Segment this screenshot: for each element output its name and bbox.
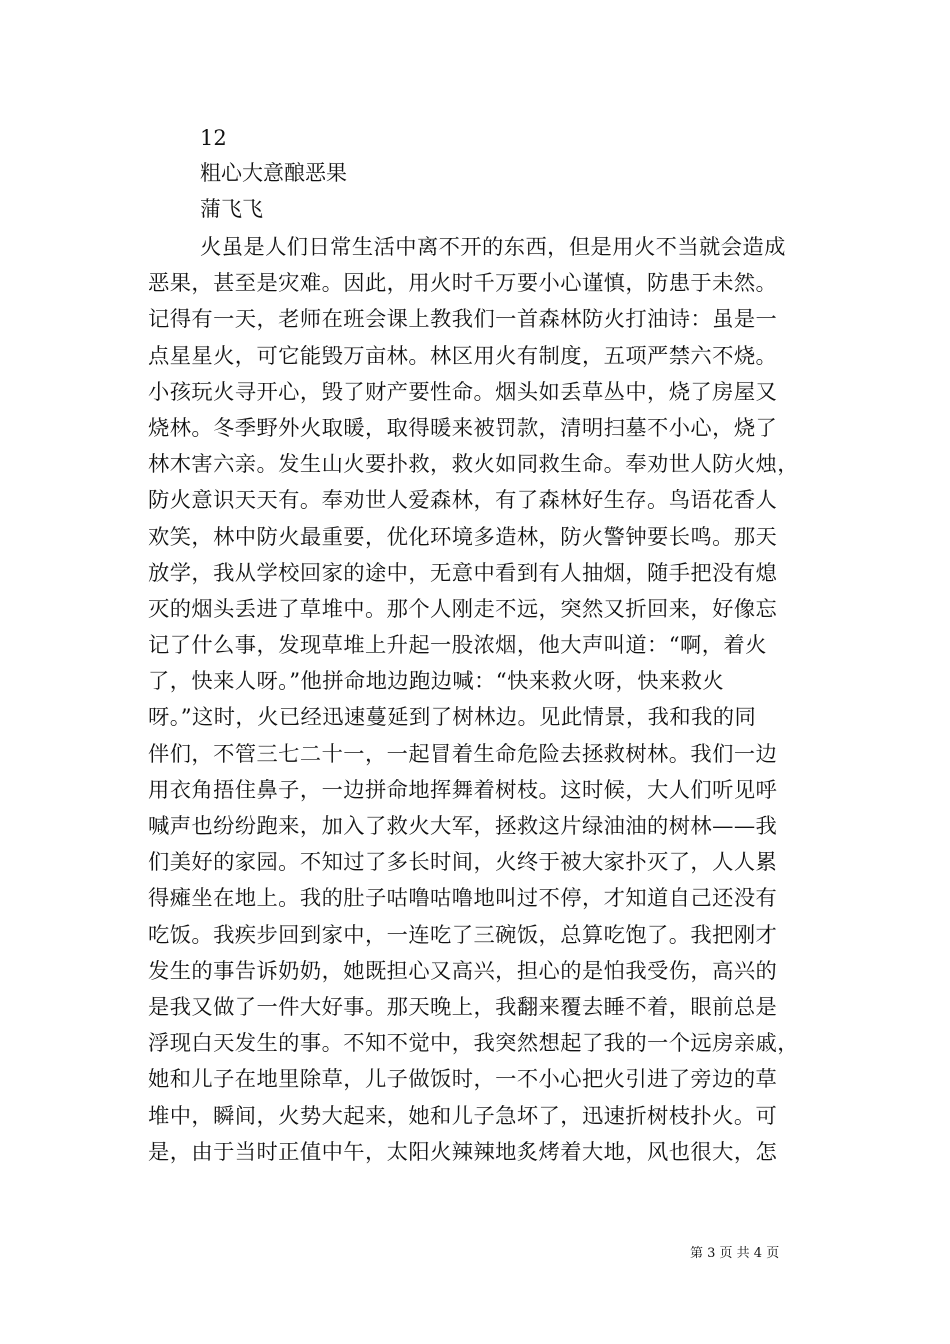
body-line: 堆中，瞬间，火势大起来，她和儿子急坏了，迅速折树枝扑火。可 bbox=[148, 1103, 778, 1129]
body-line: 发生的事告诉奶奶，她既担心又高兴，担心的是怕我受伤，高兴的 bbox=[148, 958, 778, 984]
body-line: 灭的烟头丢进了草堆中。那个人刚走不远，突然又折回来，好像忘 bbox=[148, 596, 778, 622]
body-line: 点星星火，可它能毁万亩林。林区用火有制度，五项严禁六不烧。 bbox=[148, 343, 778, 369]
body-line: 得瘫坐在地上。我的肚子咕噜咕噜地叫过不停，才知道自己还没有 bbox=[148, 886, 778, 912]
page-footer: 第 3 页 共 4 页 bbox=[690, 1246, 780, 1261]
body-line: 火虽是人们日常生活中离不开的东西，但是用火不当就会造成 bbox=[200, 235, 786, 260]
body-line: 防火意识天天有。奉劝世人爱森林，有了森林好生存。鸟语花香人 bbox=[148, 488, 778, 514]
article-title: 粗心大意酿恶果 bbox=[200, 161, 347, 185]
body-line: 用衣角捂住鼻子，一边拼命地挥舞着树枝。这时候，大人们听见呼 bbox=[148, 777, 778, 803]
body-line: 浮现白天发生的事。不知不觉中，我突然想起了我的一个远房亲戚， bbox=[148, 1031, 799, 1057]
body-line: 小孩玩火寻开心，毁了财产要性命。烟头如丢草丛中，烧了房屋又 bbox=[148, 379, 778, 405]
body-line: 记了什么事，发现草堆上升起一股浓烟，他大声叫道：“啊，着火 bbox=[148, 633, 767, 659]
article-body bbox=[148, 230, 808, 1171]
body-line: 了，快来人呀。”他拼命地边跑边喊：“快来救火呀，快来救火 bbox=[148, 669, 725, 695]
body-line: 烧林。冬季野外火取暖，取得暖来被罚款，清明扫墓不小心，烧了 bbox=[148, 415, 778, 441]
body-line: 恶果，甚至是灾难。因此，用火时千万要小心谨慎，防患于未然。 bbox=[148, 271, 778, 297]
section-number: 12 bbox=[200, 126, 227, 150]
body-line: 她和儿子在地里除草，儿子做饭时，一不小心把火引进了旁边的草 bbox=[148, 1067, 778, 1093]
body-line: 是，由于当时正值中午，太阳火辣辣地炙烤着大地，风也很大，怎 bbox=[148, 1139, 778, 1165]
body-line: 们美好的家园。不知过了多长时间，火终于被大家扑灭了，人人累 bbox=[148, 850, 778, 876]
body-line: 伴们，不管三七二十一，一起冒着生命危险去拯救树林。我们一边 bbox=[148, 741, 778, 767]
body-line: 放学，我从学校回家的途中，无意中看到有人抽烟，随手把没有熄 bbox=[148, 560, 778, 586]
body-line: 吃饭。我疾步回到家中，一连吃了三碗饭，总算吃饱了。我把刚才 bbox=[148, 922, 778, 948]
body-line: 喊声也纷纷跑来，加入了救火大军，拯救这片绿油油的树林——我 bbox=[148, 814, 778, 839]
body-line: 记得有一天，老师在班会课上教我们一首森林防火打油诗：虽是一 bbox=[148, 307, 778, 333]
body-line: 是我又做了一件大好事。那天晚上，我翻来覆去睡不着，眼前总是 bbox=[148, 994, 778, 1020]
body-line: 呀。”这时，火已经迅速蔓延到了树林边。见此情景，我和我的同 bbox=[148, 705, 757, 731]
article-author: 蒲飞飞 bbox=[200, 197, 263, 221]
body-line: 欢笑，林中防火最重要，优化环境多造林，防火警钟要长鸣。那天 bbox=[148, 524, 778, 550]
body-line: 林木害六亲。发生山火要扑救，救火如同救生命。奉劝世人防火烛， bbox=[148, 452, 799, 478]
